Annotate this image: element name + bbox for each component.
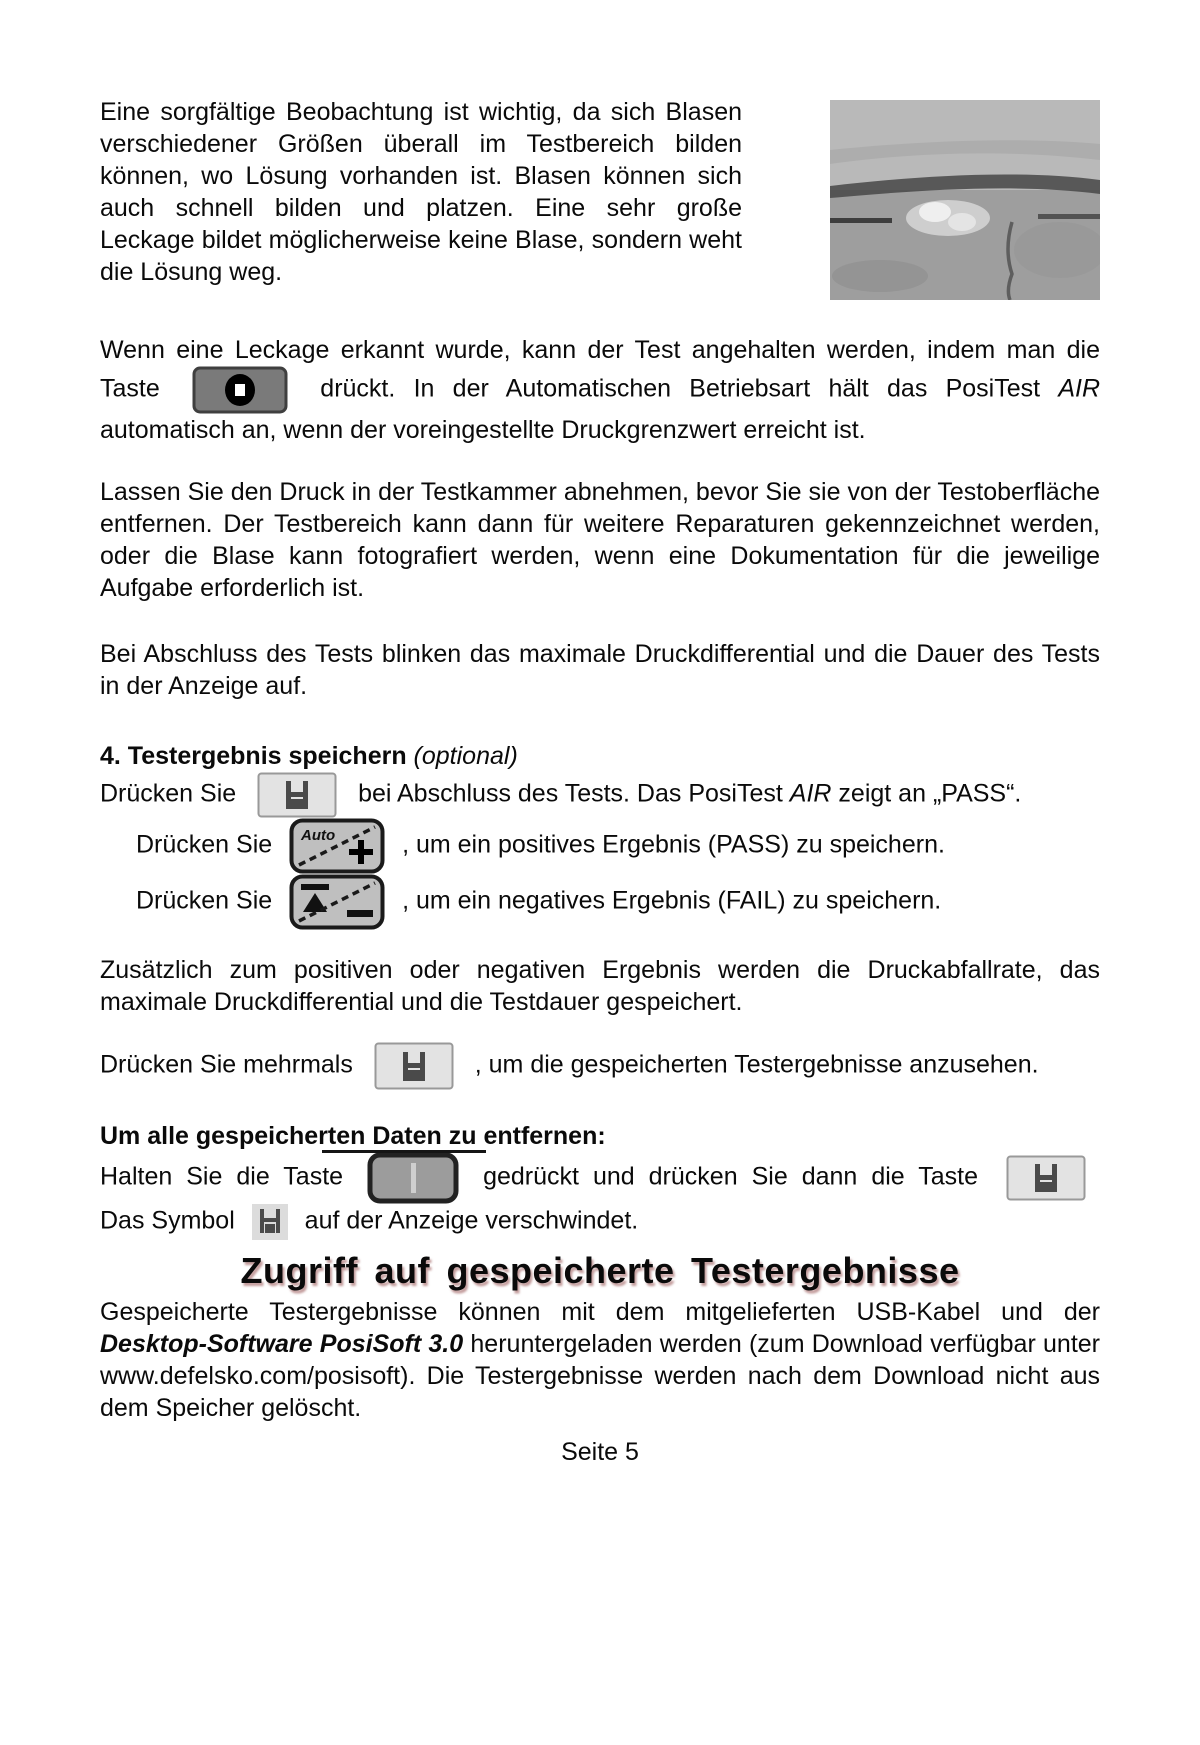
save-symbol-icon: [252, 1204, 288, 1240]
air-italic: AIR: [789, 779, 832, 808]
air-italic: AIR: [1058, 374, 1101, 403]
text-segment: Wenn eine Leckage erkannt wurde, kann der Test angehalten werden, indem man die Taste: [100, 336, 1100, 403]
clear-data-heading: [100, 1120, 1100, 1152]
store-fail-line: [100, 874, 1100, 930]
clear-instruction-line: [100, 1152, 1100, 1204]
stop-paragraph: [100, 334, 1100, 446]
text-segment: Drücken Sie mehrmals: [100, 1050, 353, 1079]
text-segment: Zusätzlich zum positiven oder negativen Ergebnis werden die Druckabfallrate, das maximale Druckdifferential und die Testdauer gespeichert.: [100, 956, 1100, 1016]
text-segment: automatisch an, wenn der voreingestellte Druckgrenzwert erreicht ist.: [100, 416, 866, 444]
intro-text: Eine sorgfältige Beobachtung ist wichtig, da sich Blasen verschiedener Größen überall im Testbereich bilden können, wo Lösung vorhanden ist. Blasen können sich auch schnell bilden und platzen. Eine sehr große Leckage bildet möglicherweise keine Blase, sondern weht die Lösung weg.: [100, 98, 742, 286]
symbol-disappears-line: [100, 1204, 1100, 1240]
text-segment: , um ein negatives Ergebnis (FAIL) zu speichern.: [402, 886, 942, 915]
clear-button-icon: [367, 1152, 459, 1204]
stop-button-icon: [192, 366, 288, 414]
text-segment: Drücken Sie: [136, 886, 273, 915]
page-number: Seite 5: [561, 1438, 639, 1466]
save-button-icon: [1006, 1155, 1086, 1201]
alarm-minus-button-icon: [289, 874, 385, 930]
text-segment: drückt. In der Automatischen Betriebsart hält das PosiTest: [320, 374, 1041, 403]
release-paragraph: [100, 476, 1100, 604]
blink-paragraph: [100, 638, 1100, 702]
access-results-title: Zugriff auf gespeicherte Testergebnisse: [240, 1250, 960, 1291]
section4-heading-bold: 4. Testergebnis speichern: [100, 742, 407, 770]
intro-row: [100, 96, 1100, 300]
save-result-paragraph: [100, 772, 1100, 818]
text-segment: bei Abschluss des Tests. Das PosiTest: [358, 779, 783, 808]
posisoft-bold: Desktop-Software PosiSoft 3.0: [100, 1330, 464, 1358]
view-results-paragraph: [100, 1042, 1100, 1090]
text-segment: , um die gespeicherten Testergebnisse anzusehen.: [474, 1050, 1039, 1079]
text-segment: Gespeicherte Testergebnisse können mit dem mitgelieferten USB-Kabel und der: [100, 1298, 1100, 1326]
stored-values-paragraph: [100, 954, 1100, 1018]
section4-heading-optional: (optional): [413, 742, 518, 770]
text-segment: , um ein positives Ergebnis (PASS) zu speichern.: [402, 830, 945, 859]
text-segment: gedrückt und drücken Sie dann die Taste: [483, 1162, 978, 1191]
text-segment: Bei Abschluss des Tests blinken das maximale Druckdifferential und die Dauer des Tests in der Anzeige auf.: [100, 640, 1100, 700]
section4-heading: [100, 740, 1100, 772]
pass-quote: „PASS“.: [932, 779, 1022, 808]
save-button-icon: [257, 772, 337, 818]
text-segment: zeigt an: [838, 779, 926, 808]
save-button-icon: [374, 1042, 454, 1090]
store-pass-line: [100, 818, 1100, 874]
text-segment: heruntergeladen werden (zum Download verfügbar unter www.defelsko.com/posisoft). Die Testergebnisse werden nach dem Download nicht aus dem Speicher gelöscht.: [100, 1330, 1101, 1422]
text-segment: Lassen Sie den Druck in der Testkammer abnehmen, bevor Sie sie von der Testoberfläche entfernen. Der Testbereich kann dann für weitere Reparaturen gekennzeichnet werden, oder die Blase kann fotografiert werden, wenn eine Dokumentation für die jeweilige Aufgabe erforderlich ist.: [100, 478, 1100, 602]
text-segment: Das Symbol: [100, 1206, 235, 1235]
intro-paragraph: [100, 96, 742, 288]
access-paragraph: [100, 1296, 1100, 1424]
auto-label: Auto: [301, 827, 336, 844]
text-segment: auf der Anzeige verschwindet.: [304, 1206, 639, 1235]
underline-artifact: [322, 1150, 486, 1153]
leak-bubble-photo: [830, 100, 1100, 300]
clear-heading-text: Um alle gespeicherten Daten zu entfernen:: [100, 1122, 606, 1150]
auto-plus-button-icon: [289, 818, 385, 874]
text-segment: Drücken Sie: [100, 779, 237, 808]
text-segment: Halten Sie die Taste: [100, 1162, 344, 1191]
text-segment: Drücken Sie: [136, 830, 273, 859]
